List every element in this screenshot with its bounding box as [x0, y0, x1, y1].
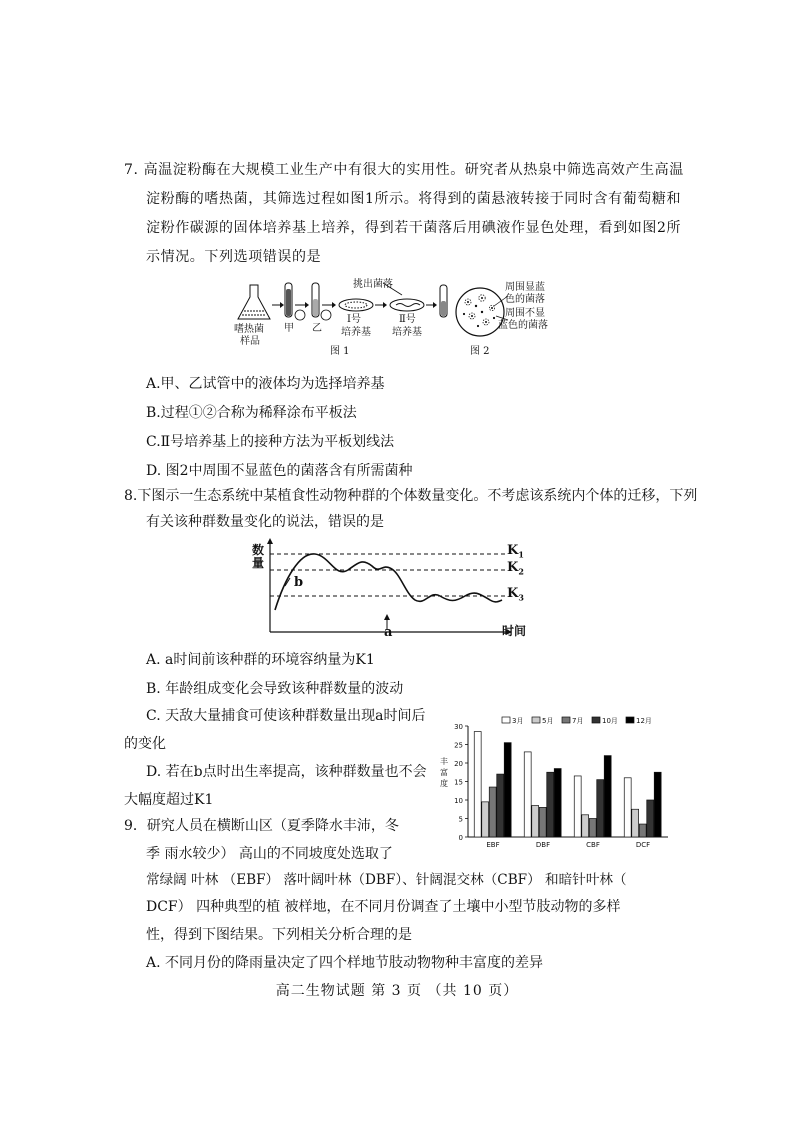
bar [474, 732, 481, 837]
legend-swatch [592, 717, 600, 723]
graph-ylabel-1: 数 [252, 543, 265, 557]
fig2-label-noblue-1: 周围不显 [505, 308, 545, 319]
legend-label: 5月 [542, 717, 554, 725]
q8-option-d-line-1: D. 若在b点时出生率提高，该种群数量也不会 [146, 764, 427, 780]
y-axis-label: 富 [440, 768, 448, 777]
bar [639, 824, 646, 837]
y-tick-label: 20 [454, 760, 463, 768]
legend-swatch [502, 717, 510, 723]
fig1-tube-a-label: 甲 [284, 323, 294, 334]
fig1-pick-label: 挑出菌落 [353, 279, 393, 290]
figure-2 [452, 282, 512, 342]
bar [632, 809, 639, 837]
bar [532, 806, 539, 837]
q8-line-2: 有关该种群数量变化的说法，错误的是 [146, 514, 384, 530]
flask-icon [238, 285, 270, 319]
q8-option-c-line-2: 的变化 [124, 736, 166, 752]
bar [604, 756, 611, 837]
y-tick-label: 5 [458, 815, 463, 824]
y-tick-label: 30 [454, 723, 463, 731]
bar [582, 815, 589, 837]
legend-label: 3月 [512, 717, 524, 725]
fig2-caption: 图 2 [470, 346, 490, 357]
x-tick-label: CBF [586, 841, 600, 849]
fig2-label-blue-2: 色的菌落 [505, 294, 545, 305]
k1-label: $K_1$ [507, 543, 524, 560]
fig1-plate2-label-1: Ⅱ号 [399, 314, 416, 325]
bar [497, 774, 504, 837]
fig1-tube-b-label: 乙 [312, 323, 322, 334]
petri-dish-2-icon [390, 299, 424, 311]
point-b-label: b [294, 575, 304, 590]
k2-label: $K_2$ [507, 560, 524, 577]
fig1-plate1-label-1: Ⅰ号 [347, 314, 361, 325]
q7-option-c: C.Ⅱ号培养基上的接种方法为平板划线法 [146, 434, 395, 450]
y-tick-label: 15 [454, 778, 463, 787]
test-tube-a-icon [285, 283, 292, 317]
q7-line-4: 示情况。下列选项错误的是 [146, 249, 322, 265]
x-tick-label: DCF [635, 841, 651, 849]
bar [624, 778, 631, 837]
legend-swatch [626, 717, 634, 723]
bar [647, 800, 654, 837]
q7-option-b: B.过程①②合称为稀释涂布平板法 [146, 405, 357, 421]
bar [554, 769, 561, 837]
q7-line-1: 7. 高温淀粉酶在大规模工业生产中有很大的实用性。研究者从热泉中筛选高效产生高温 [124, 162, 684, 178]
fig2-label-blue-1: 周围显蓝 [505, 282, 545, 293]
q9-line-1: 9．研究人员在横断山区（夏季降水丰沛，冬 [124, 818, 399, 834]
graph-xlabel: 时间 [502, 624, 527, 638]
legend-label: 7月 [572, 717, 584, 725]
x-tick-label: DBF [535, 841, 551, 849]
bar [574, 776, 581, 837]
q8-option-b: B. 年龄组成变化会导致该种群数量的波动 [146, 681, 404, 697]
y-axis-label: 度 [440, 779, 448, 788]
bar [524, 752, 531, 837]
fig1-caption: 图 1 [330, 346, 350, 357]
test-tube-c-icon [440, 285, 447, 317]
q9-line-2: 季 雨水较少） 高山的不同坡度处选取了 [146, 846, 393, 862]
q8-line-1: 8.下图示一生态系统中某植食性动物种群的个体数量变化。不考虑该系统内个体的迁移，下列 [124, 488, 698, 504]
legend-label: 10月 [602, 717, 618, 725]
legend-label: 12月 [636, 717, 652, 725]
graph-ylabel-2: 量 [252, 556, 265, 570]
y-axis-label: 丰 [440, 757, 448, 766]
bar [654, 772, 661, 837]
bar [504, 743, 511, 837]
bar [589, 819, 596, 838]
page-footer: 高二生物试题 第 3 页 （共 10 页） [275, 983, 519, 999]
q8-option-a: A. a时间前该种群的环境容纳量为K1 [146, 652, 375, 668]
bar [539, 807, 546, 837]
q8-option-d-line-2: 大幅度超过K1 [124, 792, 214, 808]
k3-label: $K_3$ [507, 586, 524, 603]
fig1-sample-label-2: 样品 [240, 336, 260, 347]
fig1-plate2-label-2: 培养基 [392, 327, 422, 338]
x-tick-label: EBF [486, 841, 500, 849]
q9-line-4: DCF） 四种典型的植 被样地，在不同月份调查了土壤中小型节肢动物的多样 [146, 899, 621, 915]
y-tick-label: 25 [454, 741, 463, 750]
q8-option-c-line-1: C. 天敌大量捕食可使该种群数量出现a时间后 [146, 708, 426, 724]
test-tube-b-icon [312, 283, 319, 317]
legend-swatch [562, 717, 570, 723]
q9-line-5: 性，得到下图结果。下列相关分析合理的是 [146, 927, 412, 943]
q9-line-6: A. 不同月份的降雨量决定了四个样地节肢动物物种丰富度的差异 [146, 955, 544, 971]
species-richness-chart [432, 712, 672, 852]
fig2-label-noblue-2: 蓝色的菌落 [498, 320, 548, 331]
bar [482, 802, 489, 837]
q7-line-2: 淀粉酶的嗜热菌，其筛选过程如图1所示。将得到的菌悬液转接于同时含有葡萄糖和 [146, 191, 682, 207]
q7-option-a: A.甲、乙试管中的液体均为选择培养基 [146, 376, 385, 392]
petri-dish-1-icon [339, 299, 373, 311]
fig1-sample-label-1: 嗜热菌 [234, 324, 264, 335]
bar [547, 772, 554, 837]
q7-option-d: D. 图2中周围不显蓝色的菌落含有所需菌种 [146, 463, 413, 479]
legend-swatch [532, 717, 540, 723]
q9-line-3: 常绿阔 叶林 （EBF） 落叶阔叶林（DBF）、针阔混交林（CBF） 和暗针叶林（ [146, 872, 627, 888]
bar [597, 780, 604, 837]
q7-line-3: 淀粉作碳源的固体培养基上培养，得到若干菌落后用碘液作显色处理，看到如图2所 [146, 220, 682, 236]
point-a-label: a [384, 625, 393, 640]
fig1-plate1-label-2: 培养基 [341, 327, 371, 338]
bar [489, 787, 496, 837]
y-tick-label: 0 [458, 834, 463, 842]
y-tick-label: 10 [454, 797, 463, 805]
population-curve [275, 554, 502, 610]
